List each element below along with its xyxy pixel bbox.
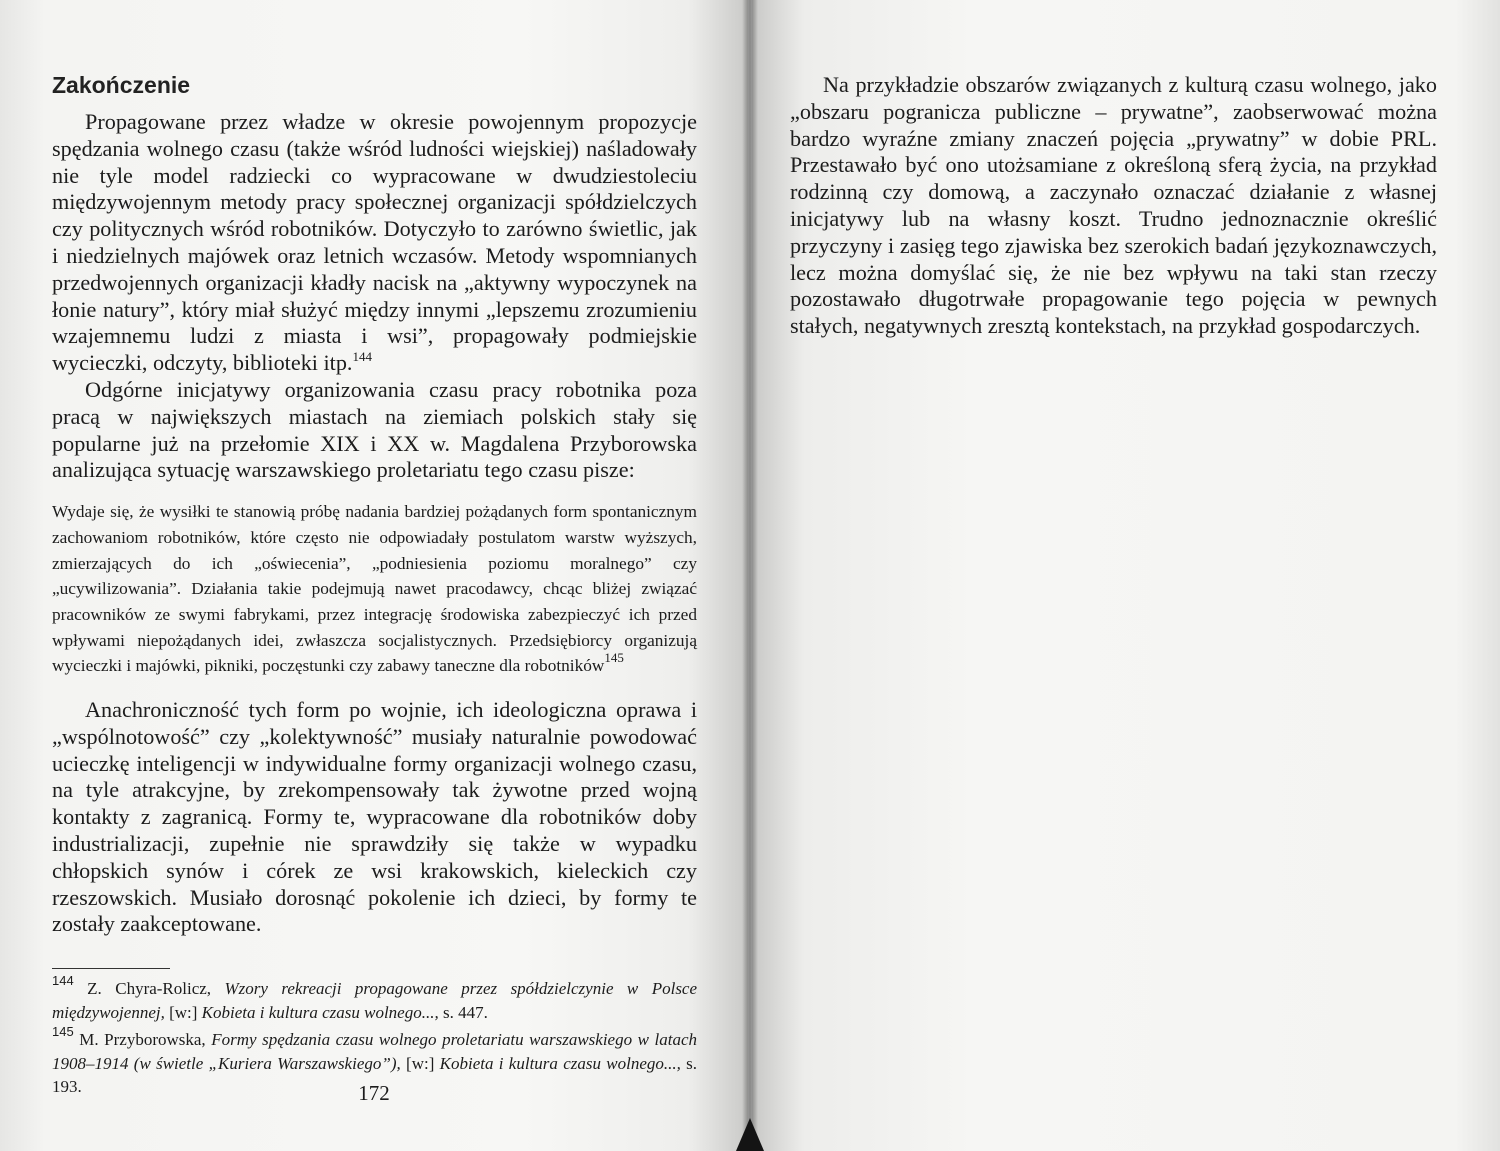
right-page-content xyxy=(790,72,1437,340)
left-page xyxy=(0,0,748,1151)
footnote-ref[interactable]: 145 xyxy=(604,650,624,666)
footnote-source: Kobieta i kultura czasu wolnego..., xyxy=(201,1002,439,1022)
footnote-pages: s. 447. xyxy=(442,1002,488,1022)
footnote-number: 145 xyxy=(52,1024,74,1040)
paragraph xyxy=(52,109,697,377)
left-page-content xyxy=(52,72,697,1103)
paragraph-text: Propagowane przez władze w okresie powojennym propozycje spędzania wolnego czasu (także wśród ludności wiejskiej) naśladowały nie tyle model radziecki co wypracowane w dwudziestoleciu międzywojennym metody pracy społecznej organizacji spółdzielczych czy politycznych wśród robotników. Dotyczyło to zarówno świetlic, jak i niedzielnych majówek oraz letnich wczasów. Metody wspomnianych przedwojennych organizacji kładły nacisk na „aktywny wypoczynek na łonie natury”, który miał służyć między innymi „lepszemu zrozumieniu wzajemnemu ludzi z miasta i wsi”, propagowały podmiejskie wycieczki, odczyty, biblioteki itp. xyxy=(52,109,697,376)
paragraph: Anachroniczność tych form po wojnie, ich ideologiczna oprawa i „wspólnotowość” czy „kolektywność” musiały naturalnie powodować ucieczkę inteligencji w indywidualne formy organizacji wolnego czasu, na tyle atrakcyjne, by zrekompensowały tak żywotne przed wojną kontakty z zagranicą. Formy te, wypracowane dla robotników doby industrializacji, zupełnie nie sprawdziły się także w wypadku chłopskich synów i córek ze wsi krakowskich, kieleckich czy rzeszowskich. Musiało dorosnąć pokolenie ich dzieci, by formy te zostały zaakceptowane. xyxy=(52,697,697,937)
page-number: 172 xyxy=(358,1081,390,1105)
paragraph: Odgórne inicjatywy organizowania czasu pracy robotnika poza pracą w największych miastach na ziemiach polskich stały się popularne już na przełomie XIX i XX w. Magdalena Przyborowska analizująca sytuację warszawskiego proletariatu tego czasu pisze: xyxy=(52,376,697,483)
footnote-title: Formy spędzania czasu wolnego proletariatu warszawskiego w latach 1908–1914 (w świetle „Kuriera Warszawskiego”), xyxy=(52,1030,698,1073)
footnote-title: Wzory rekreacji propagowane przez spółdzielczynie w Polsce międzywojennej, xyxy=(52,979,698,1022)
footnote-number: 144 xyxy=(52,973,74,989)
footnote-source: Kobieta i kultura czasu wolnego..., xyxy=(439,1053,681,1073)
footnote xyxy=(52,973,698,1024)
paragraph: Na przykładzie obszarów związanych z kulturą czasu wolnego, jako „obszaru pogranicza publiczne – prywatne”, zaobserwować można bardzo wyraźne zmiany znaczeń pojęcia „prywatny” w dobie PRL. Przestawało być ono utożsamiane z określoną sferą życia, na przykład rodzinną czy domową, a zaczynało oznaczać działanie z własnej inicjatywy lub na własny koszt. Trudno jednoznacznie określić przyczyny i zasięg tego zjawiska bez szerokich badań językoznawczych, lecz można domyślać się, że nie bez wpływu na taki stan rzeczy pozostawało długotrwałe propagowanie tego pojęcia w pewnych stałych, negatywnych zresztą kontekstach, na przykład gospodarczych. xyxy=(790,72,1437,339)
quote-text: Wydaje się, że wysiłki te stanowią próbę nadania bardziej pożądanych form spontanicznym zachowaniom robotników, które często nie odpowiadały postulatom warstw wyższych, zmierzających do ich „oświecenia”, „podniesienia poziomu moralnego” czy „ucywilizowania”. Działania takie podejmują nawet pracodawcy, chcąc bliżej związać pracowników ze swymi fabrykami, przez integrację środowiska zabezpieczyć ich przed wpływami niepożądanych idei, zwłaszcza socjalistycznych. Przedsiębiorcy organizują wycieczki i majówki, pikniki, poczęstunki czy zabawy taneczne dla robotników xyxy=(52,502,697,676)
section-heading: Zakończenie xyxy=(52,72,191,98)
footnote-separator xyxy=(52,968,170,969)
footnote-mid: [w:] xyxy=(406,1053,435,1073)
footnote-author: M. Przyborowska, xyxy=(79,1030,206,1050)
block-quote xyxy=(52,499,697,679)
right-page xyxy=(752,0,1500,1151)
book-gutter xyxy=(742,0,758,1151)
footnote-pages: s. 193. xyxy=(52,1053,698,1097)
footnote-ref[interactable]: 144 xyxy=(352,349,372,365)
footnote-author: Z. Chyra-Rolicz, xyxy=(87,979,212,999)
footnote-mid: [w:] xyxy=(169,1002,198,1022)
